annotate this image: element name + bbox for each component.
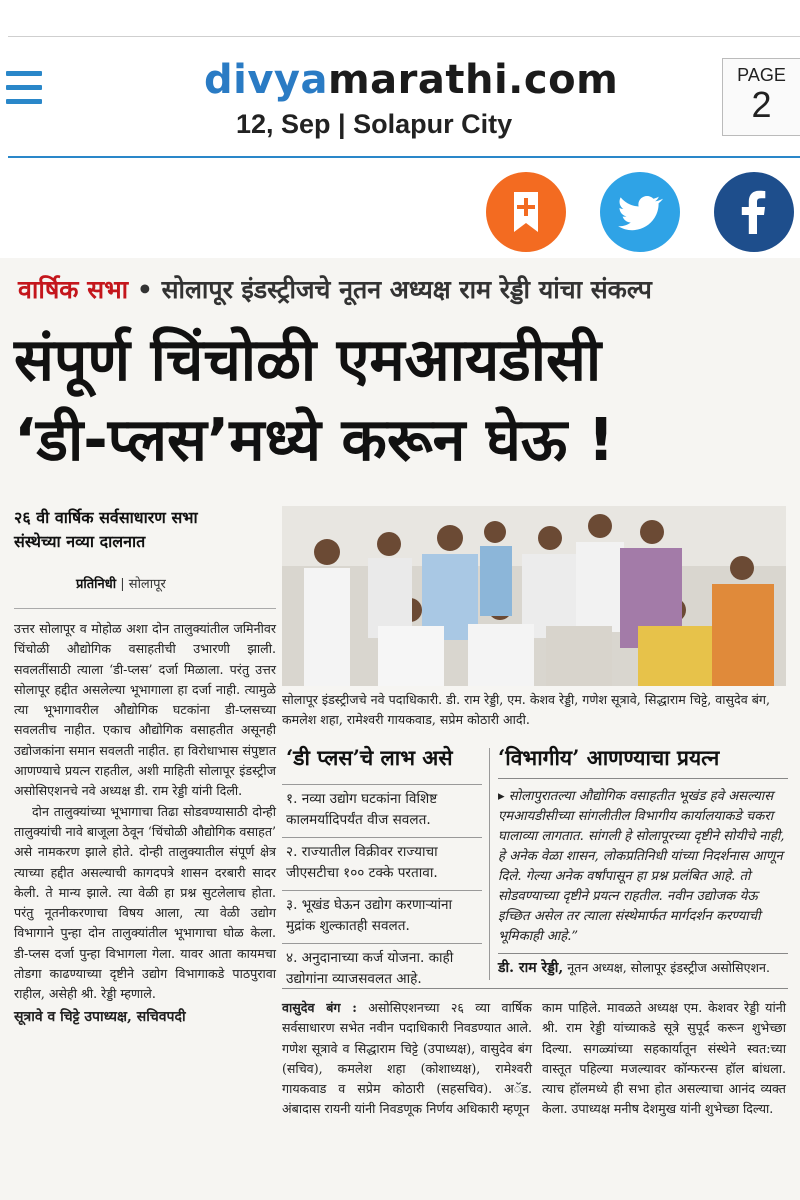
- benefit-item: २. राज्यातील विक्रीवर राज्याचा जीएसटीचा १०० टक्के परतावा.: [282, 837, 482, 890]
- byline-separator: |: [116, 577, 129, 592]
- header-divider: [8, 156, 800, 158]
- photo-caption: सोलापूर इंडस्ट्रीजचे नवे पदाधिकारी. डी. राम रेड्डी, एम. केशव रेड्डी, गणेश सूत्रावे, सिद्धाराम चिट्टे, वासुदेव बंग, कमलेश शहा, रामेश्वरी गायकवाड, सप्रेम कोठारी आदी.: [282, 692, 771, 727]
- regional-office-box: [498, 744, 788, 977]
- section-divider: [282, 988, 788, 989]
- left-column: [14, 506, 276, 1027]
- facebook-icon: [714, 172, 794, 252]
- twitter-share-button[interactable]: [600, 172, 680, 252]
- twitter-icon: [600, 172, 680, 252]
- bookmark-button[interactable]: [486, 172, 566, 252]
- byline: [14, 574, 276, 592]
- article-body: [14, 619, 276, 1027]
- body-subhead: सूत्रावे व चिट्टे उपाध्यक्ष, सचिवपदी: [14, 1008, 186, 1025]
- logo-part-divya: divya: [204, 57, 328, 103]
- page-number: 2: [751, 84, 772, 125]
- site-header: [0, 37, 800, 159]
- benefits-title: ‘डी प्लस’चे लाभ असे: [286, 745, 453, 770]
- signature-name: डी. राम रेड्डी,: [498, 960, 564, 976]
- headline-line-1: संपूर्ण चिंचोळी एमआयडीसी: [14, 325, 602, 394]
- quote-signature: [498, 953, 788, 977]
- site-logo[interactable]: [204, 57, 618, 103]
- regional-office-quote: ▸ सोलापुरातल्या औद्योगिक वसाहतीत भूखंड हवे असल्यास एमआयडीसीच्या सांगलीतील विभागीय कार्यालयाकडे चकरा घालाव्या लागतात. सांगली हे सोलापूरच्या दृष्टीने सोयीचे नाही, हे अनेक वेळा शासन, लोकप्रतिनिधी यांच्या निदर्शनास आणून दिले. गेल्या अनेक वर्षांपासून हा प्रश्न प्रलंबित आहे. तो सोडवण्याच्या दृष्टीने प्रयत्न राहतील. नवीन उद्योजक येऊ इच्छित असेल तर त्याला संस्थेमार्फत मार्गदर्शन करण्याची भूमिकाही आहे.”: [498, 789, 785, 944]
- group-photo: [282, 506, 786, 686]
- news-clipping: [0, 258, 800, 1200]
- kicker-bullet: •: [136, 275, 153, 304]
- headline-line-2: ‘डी-प्लस’मध्ये करून घेऊ !: [14, 405, 615, 474]
- regional-office-title: ‘विभागीय’ आणण्याचा प्रयत्न: [498, 744, 788, 779]
- edition-dateline: 12, Sep | Solapur City: [236, 109, 513, 139]
- hamburger-menu-icon[interactable]: [6, 71, 42, 121]
- signature-title: नूतन अध्यक्ष, सोलापूर इंडस्ट्रीज असोसिएशन.: [563, 960, 770, 975]
- subheadline-line-2: संस्थेच्या नव्या दालनात: [14, 532, 146, 551]
- column-divider: [489, 748, 490, 980]
- subheadline-line-1: २६ वी वार्षिक सर्वसाधारण सभा: [14, 508, 198, 527]
- byline-city: सोलापूर: [128, 577, 166, 592]
- subheadline: [14, 506, 276, 554]
- byline-divider: [14, 608, 276, 609]
- logo-part-marathi: marathi.com: [327, 57, 619, 103]
- kicker-text: सोलापूर इंडस्ट्रीजचे नूतन अध्यक्ष राम रेड्डी यांचा संकल्प: [161, 275, 652, 304]
- benefit-item: १. नव्या उद्योग घटकांना विशिष्ट कालमर्यादिपर्यंत वीज सवलत.: [282, 784, 482, 837]
- office-bearers-column: [282, 998, 532, 1120]
- bookmark-icon: [486, 172, 566, 252]
- kicker-label: वार्षिक सभा: [18, 275, 129, 304]
- page-label: PAGE: [737, 65, 786, 85]
- kicker-line: [18, 272, 652, 306]
- closing-column: काम पाहिले. मावळते अध्यक्ष एम. केशवर रेड्डी यांनी श्री. राम रेड्डी यांच्याकडे सूत्रे सुपूर्द करून शुभेच्छा दिल्या. सगळ्यांच्या सहकार्यातून संस्थेने स्वत:च्या वास्तूत पहिल्या मजल्यावर कॉन्फरन्स हॉल बांधला. त्याच हॉलमध्ये ही सभा होत असल्याचा आनंद व्यक्त केला. उपाध्यक्ष मनीष देशमुख यांनी शुभेच्छा दिल्या.: [542, 1000, 786, 1117]
- headline: [14, 320, 794, 480]
- office-bearers-text: असोसिएशनच्या २६ व्या वार्षिक सर्वसाधारण सभेत नवीन पदाधिकारी निवडण्यात आले. गणेश सूत्रावे व सिद्धाराम चिट्टे (उपाध्यक्ष), वासुदेव बंग (सचिव), कमलेश शहा (कोशाध्यक्ष), रामेश्वरी गायकवाड व सप्रेम कोठारी (सहसचिव). अॅड. अंबादास रायनी यांनी निवडणूक निर्णय अधिकारी म्हणून: [282, 1000, 532, 1117]
- facebook-share-button[interactable]: [714, 172, 794, 252]
- benefit-item: ४. अनुदानाच्या कर्ज योजना. काही उद्योगांना व्याजसवलत आहे.: [282, 943, 482, 996]
- page-indicator[interactable]: [722, 58, 800, 136]
- body-paragraph: दोन तालुक्यांच्या भूभागाचा तिढा सोडवण्यासाठी दोन्ही तालुक्यांची नावे बाजूला ठेवून ‘चिंचोळी औद्योगिक वसाहत’ असे नामकरण झाले होते. दोन्ही तालुक्यातील संपूर्ण क्षेत्र त्याच्या हद्दीत असल्याची कागदपत्रे शासन दरबारी सादर केली. ते मान्य झाले. त्या वेळी हा प्रश्न सुटलेलाच होता. परंतु नूतनीकरणाचा विषय आला, त्या वेळी उद्योग विभागाने पुन्हा दोन तालुक्यांतील भूभागाचा घोळ केला. डी-प्लस दर्जा पुन्हा विभागला गेला. यावर आता कायमचा तोडगा काढण्याच्या दृष्टीने उद्योग विभागाकडे पाठपुरावा राहील, असेही श्री. रेड्डी म्हणाले.: [14, 803, 276, 1002]
- benefits-box: [282, 744, 482, 996]
- office-bearers-lead: वासुदेव बंग :: [282, 1000, 357, 1015]
- body-paragraph: उत्तर सोलापूर व मोहोळ अशा दोन तालुक्यांतील जमिनीवर चिंचोळी औद्योगिक वसाहतीची उभारणी झाली. सवलतींसाठी त्याला ‘डी-प्लस’ दर्जा मिळाला. परंतु उत्तर सोलापूर हद्दीत असलेल्या भूभागाला हा दर्जा नाही. त्यामुळे त्या भूभागावरील औद्योगिक घटकांना डी-प्लसच्या सवलतीच नाहीत. एकाच औद्योगिक वसाहतीत असूनही उद्योजकांना समान सवलती नाहीत. हा विरोधाभास संपुष्टात आणण्याचे प्रयत्न राहतील, अशी माहिती सोलापूर इंडस्ट्रीज असोसिएशनचे नवे अध्यक्ष डी. राम रेड्डी यांनी दिली.: [14, 621, 276, 799]
- byline-reporter: प्रतिनिधी: [76, 577, 117, 592]
- group-photo-illustration: [282, 506, 786, 686]
- benefit-item: ३. भूखंड घेऊन उद्योग करणाऱ्यांना मुद्रांक शुल्कातही सवलत.: [282, 890, 482, 943]
